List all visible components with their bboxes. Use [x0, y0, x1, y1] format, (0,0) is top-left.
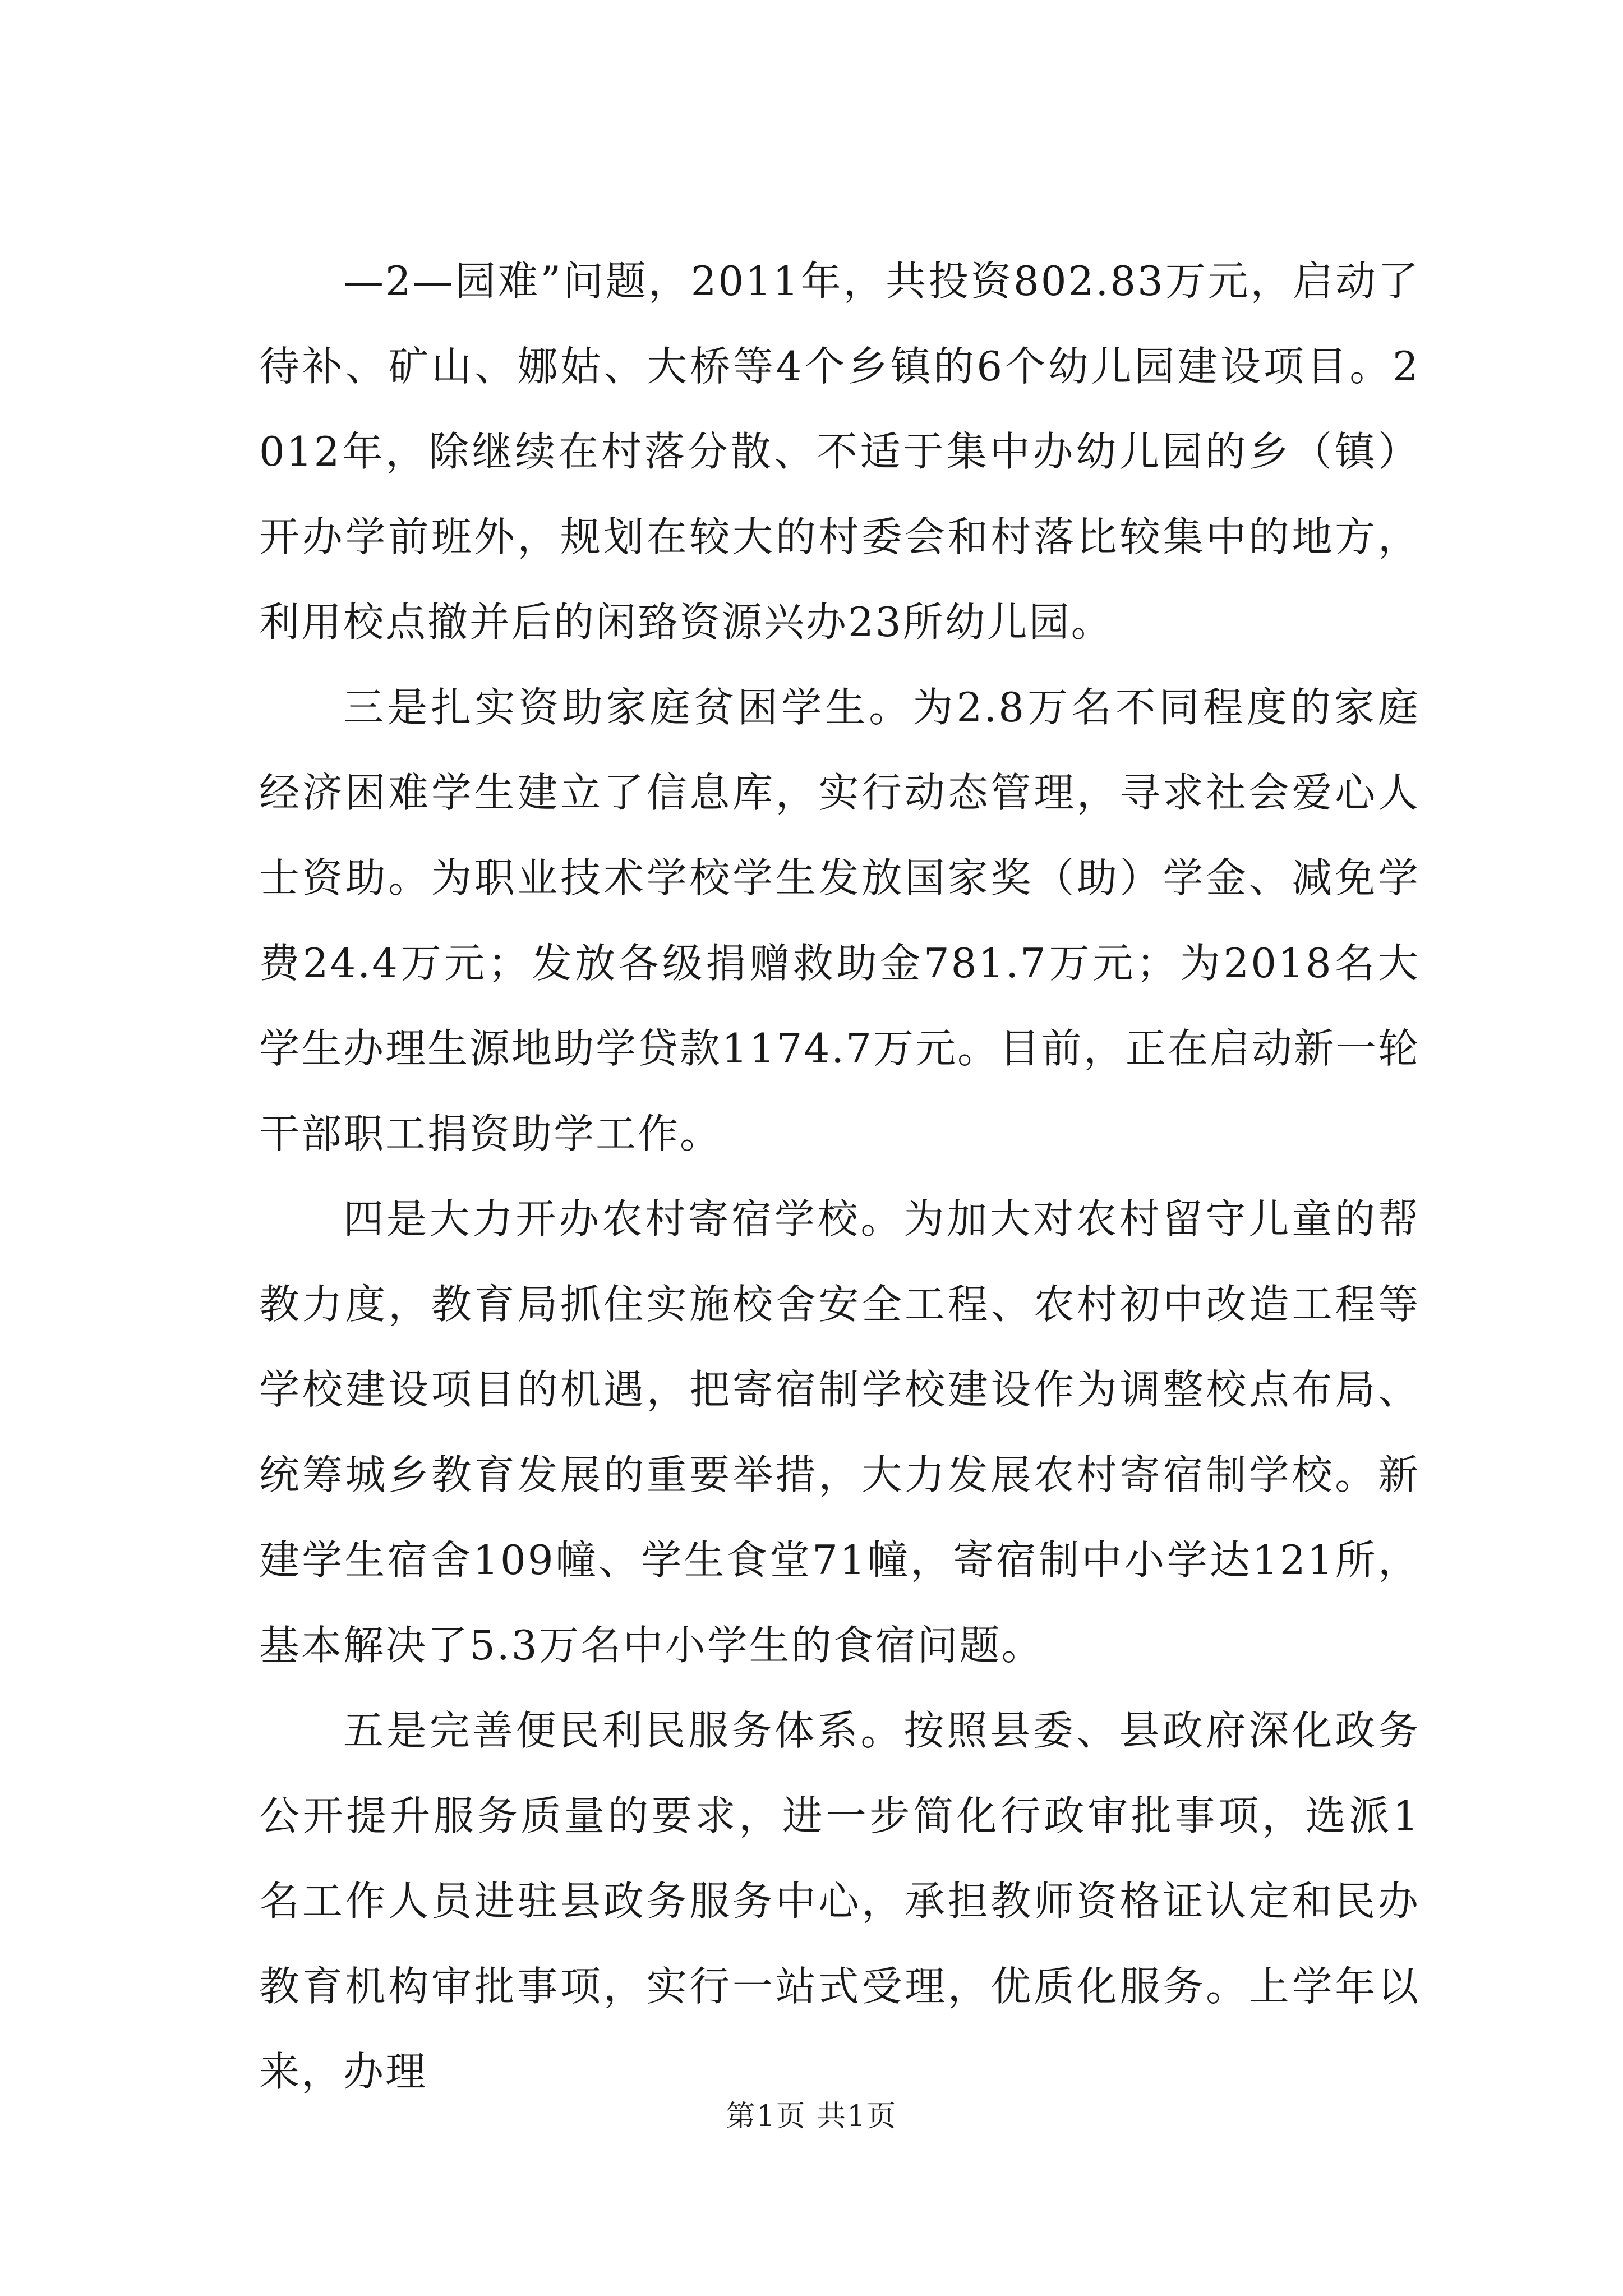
- document-body: [259, 238, 1420, 2114]
- paragraph-kindergarten: —2—园难”问题，2011年，共投资802.83万元，启动了待补、矿山、娜姑、大桥等4个乡镇的6个幼儿园建设项目。2012年，除继续在村落分散、不适于集中办幼儿园的乡（镇）开办学前班外，规划在较大的村委会和村落比较集中的地方，利用校点撤并后的闲臵资源兴办23所幼儿园。: [259, 257, 1420, 646]
- paragraph-student-aid: 三是扎实资助家庭贫困学生。为2.8万名不同程度的家庭经济困难学生建立了信息库，实行动态管理，寻求社会爱心人士资助。为职业技术学校学生发放国家奖（助）学金、减免学费24.4万元；发放各级捐赠救助金781.7万元；为2018名大学生办理生源地助学贷款1174.7万元。目前，正在启动新一轮干部职工捐资助学工作。: [259, 684, 1420, 1157]
- paragraph-boarding-schools: 四是大力开办农村寄宿学校。为加大对农村留守儿童的帮教力度，教育局抓住实施校舍安全工程、农村初中改造工程等学校建设项目的机遇，把寄宿制学校建设作为调整校点布局、统筹城乡教育发展的重要举措，大力发展农村寄宿制学校。新建学生宿舍109幢、学生食堂71幢，寄宿制中小学达121所，基本解决了5.3万名中小学生的食宿问题。: [259, 1195, 1420, 1669]
- page-footer: 第1页 共1页: [726, 2100, 897, 2133]
- paragraph-service-system: 五是完善便民利民服务体系。按照县委、县政府深化政务公开提升服务质量的要求，进一步简化行政审批事项，选派1名工作人员进驻县政务服务中心，承担教师资格证认定和民办教育机构审批事项，实行一站式受理，优质化服务。上学年以来，办理: [259, 1707, 1420, 2095]
